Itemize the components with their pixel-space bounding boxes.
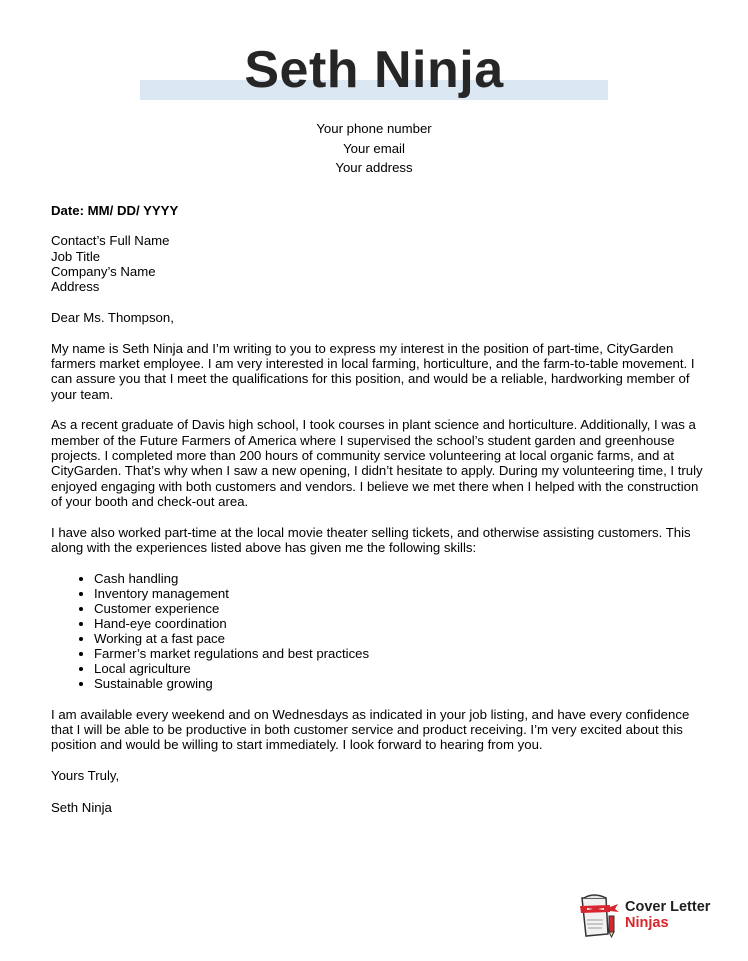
- list-item: • Local agriculture: [94, 661, 703, 676]
- paragraph-intro: My name is Seth Ninja and I’m writing to you to express my interest in the position of part-time, CityGarden farmers market employee. I am very interested in local farming, horticulture, and the farm-to-table movement. I can assure you that I meet the qualifications for this position, and would be a reliable, hardworking member of your team.: [51, 340, 695, 402]
- list-item: • Hand-eye coordination: [94, 616, 703, 631]
- list-item: • Working at a fast pace: [94, 631, 703, 646]
- recipient-company: Company’s Name: [51, 263, 156, 279]
- paragraph-experience: I have also worked part-time at the local movie theater selling tickets, and otherwise assisting customers. This along with the experiences listed above has given me the following skills:: [51, 524, 691, 556]
- list-item: • Customer experience: [94, 601, 703, 616]
- applicant-name: Seth Ninja: [244, 41, 504, 99]
- list-item: • Sustainable growing: [94, 676, 703, 691]
- brand-wordmark: [625, 899, 710, 931]
- recipient-address: Address: [51, 279, 100, 295]
- brand-line-2: Ninjas: [625, 915, 669, 931]
- list-item: • Inventory management: [94, 586, 703, 601]
- paragraph-education: As a recent graduate of Davis high school, I took courses in plant science and horticulture. Additionally, I was a member of the Future Farmers of America where I supervised the school’s student garden and greenhouse projects. I completed more than 200 hours of community service volunteering at local organic farms, and at CityGarden. That’s why when I saw a new opening, I didn’t hesitate to apply. During my volunteering time, I truly enjoyed engaging with both customers and vendors. I believe we met there when I helped with the construction of your booth and check-out area.: [51, 417, 703, 509]
- skills-list: [51, 571, 703, 691]
- recipient-title: Job Title: [51, 248, 101, 264]
- recipient-block: [51, 233, 703, 294]
- letter-date: Date: MM/ DD/ YYYY: [51, 203, 179, 218]
- brand-logo: [576, 890, 726, 938]
- ninja-mascot-icon: [576, 890, 620, 938]
- address: Your address: [335, 160, 413, 175]
- phone-number: Your phone number: [316, 121, 432, 136]
- letter-body: [51, 203, 703, 815]
- recipient-name: Contact’s Full Name: [51, 233, 170, 249]
- list-item: • Farmer’s market regulations and best practices: [94, 646, 703, 661]
- contact-block: [0, 119, 748, 178]
- brand-line-1: Cover Letter: [625, 899, 711, 915]
- paragraph-availability: I am available every weekend and on Wednesdays as indicated in your job listing, and have every confidence that I will be able to be productive in both customer service and product receiving. I’m very excited about this position and would be willing to start immediately. I look forward to hearing from you.: [51, 706, 690, 753]
- closing: Yours Truly,: [51, 768, 120, 784]
- signature: Seth Ninja: [51, 799, 112, 815]
- list-item: • Cash handling: [94, 571, 703, 586]
- salutation: Dear Ms. Thompson,: [51, 310, 174, 326]
- email: Your email: [343, 140, 405, 156]
